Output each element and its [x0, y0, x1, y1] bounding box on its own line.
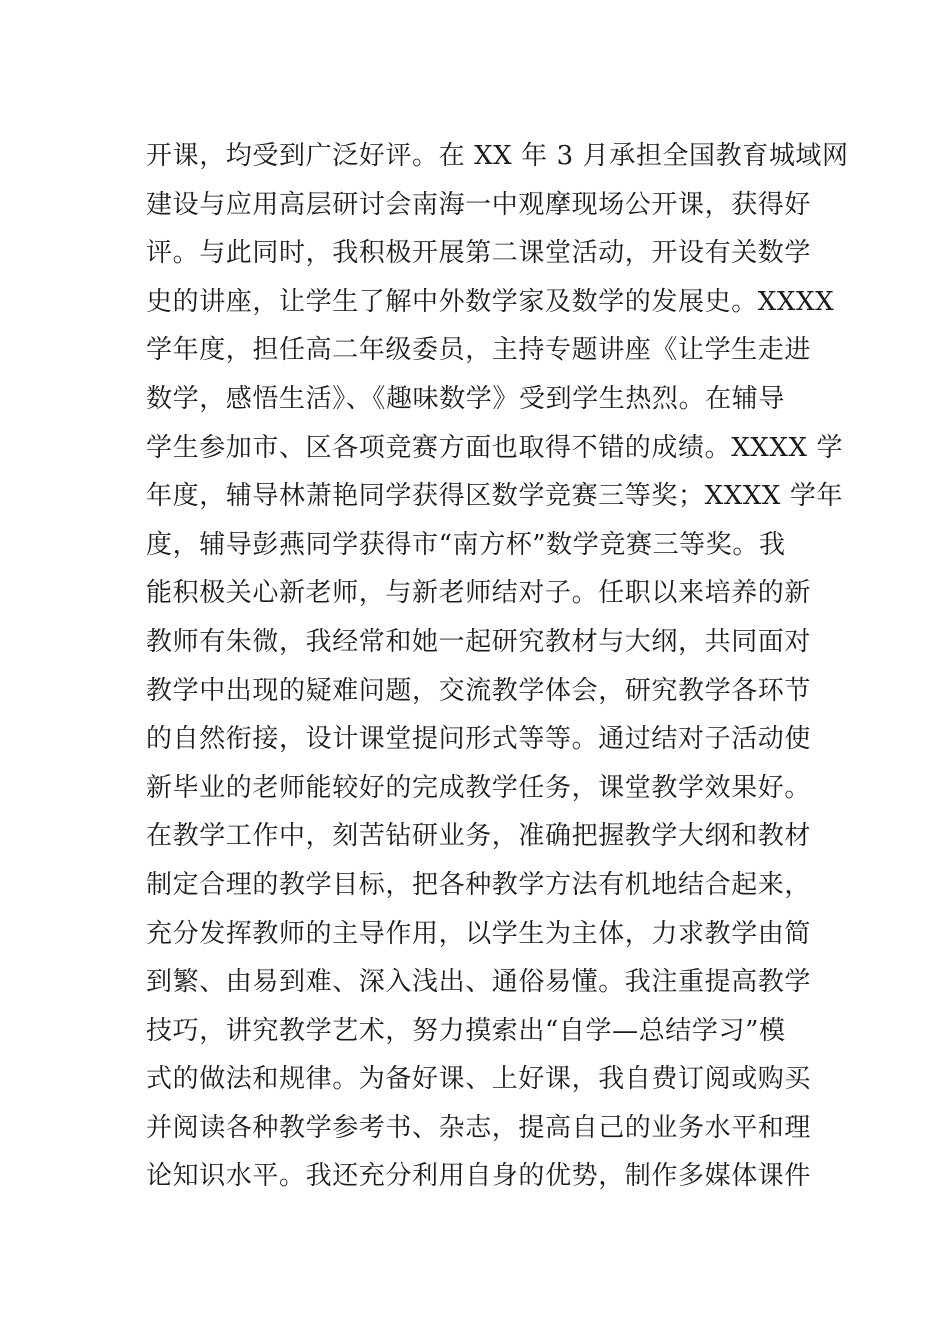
text-line-20: 式的做法和规律。为备好课、上好课，我自费订阅或购买 [146, 1064, 812, 1095]
body-text [146, 132, 849, 1201]
text-line-9: 度，辅导彭燕同学获得市“南方杯”数学竞赛三等奖。我 [146, 529, 786, 560]
text-line-10: 能积极关心新老师，与新老师结对子。任职以来培养的新 [146, 578, 812, 609]
text-line-8: 年度，辅导林萧艳同学获得区数学竞赛三等奖；XXXX 学年 [146, 481, 844, 512]
text-line-14: 新毕业的老师能较好的完成教学任务，课堂教学效果好。 [146, 772, 812, 803]
text-line-1: 开课，均受到广泛好评。在 XX 年 3 月承担全国教育城域网 [146, 141, 849, 171]
text-line-11: 教师有朱微，我经常和她一起研究教材与大纲，共同面对 [146, 626, 812, 657]
text-line-6: 数学，感悟生活》、《趣味数学》受到学生热烈。在辅导 [146, 383, 786, 414]
text-line-5: 学年度，担任高二年级委员，主持专题讲座《让学生走进 [146, 335, 812, 366]
text-line-7: 学生参加市、区各项竞赛方面也取得不错的成绩。XXXX 学 [146, 432, 844, 463]
text-line-21: 并阅读各种教学参考书、杂志，提高自己的业务水平和理 [146, 1112, 812, 1143]
text-line-3: 评。与此同时，我积极开展第二课堂活动，开设有关数学 [146, 238, 812, 269]
text-line-4: 史的讲座，让学生了解中外数学家及数学的发展史。XXXX [146, 286, 835, 317]
text-line-2: 建设与应用高层研讨会南海一中观摩现场公开课，获得好 [146, 189, 812, 220]
text-line-19: 技巧，讲究教学艺术，努力摸索出“自学—总结学习”模 [146, 1015, 786, 1046]
text-line-13: 的自然衔接，设计课堂提问形式等等。通过结对子活动使 [146, 724, 812, 755]
text-line-17: 充分发挥教师的主导作用，以学生为主体，力求教学由简 [146, 918, 812, 949]
text-line-12: 教学中出现的疑难问题，交流教学体会，研究教学各环节 [146, 675, 812, 706]
text-line-22: 论知识水平。我还充分利用自身的优势，制作多媒体课件 [146, 1161, 812, 1192]
text-line-15: 在教学工作中，刻苦钻研业务，准确把握教学大纲和教材 [146, 821, 812, 852]
text-line-16: 制定合理的教学目标，把各种教学方法有机地结合起来， [146, 869, 812, 900]
text-line-18: 到繁、由易到难、深入浅出、通俗易懂。我注重提高教学 [146, 967, 812, 998]
